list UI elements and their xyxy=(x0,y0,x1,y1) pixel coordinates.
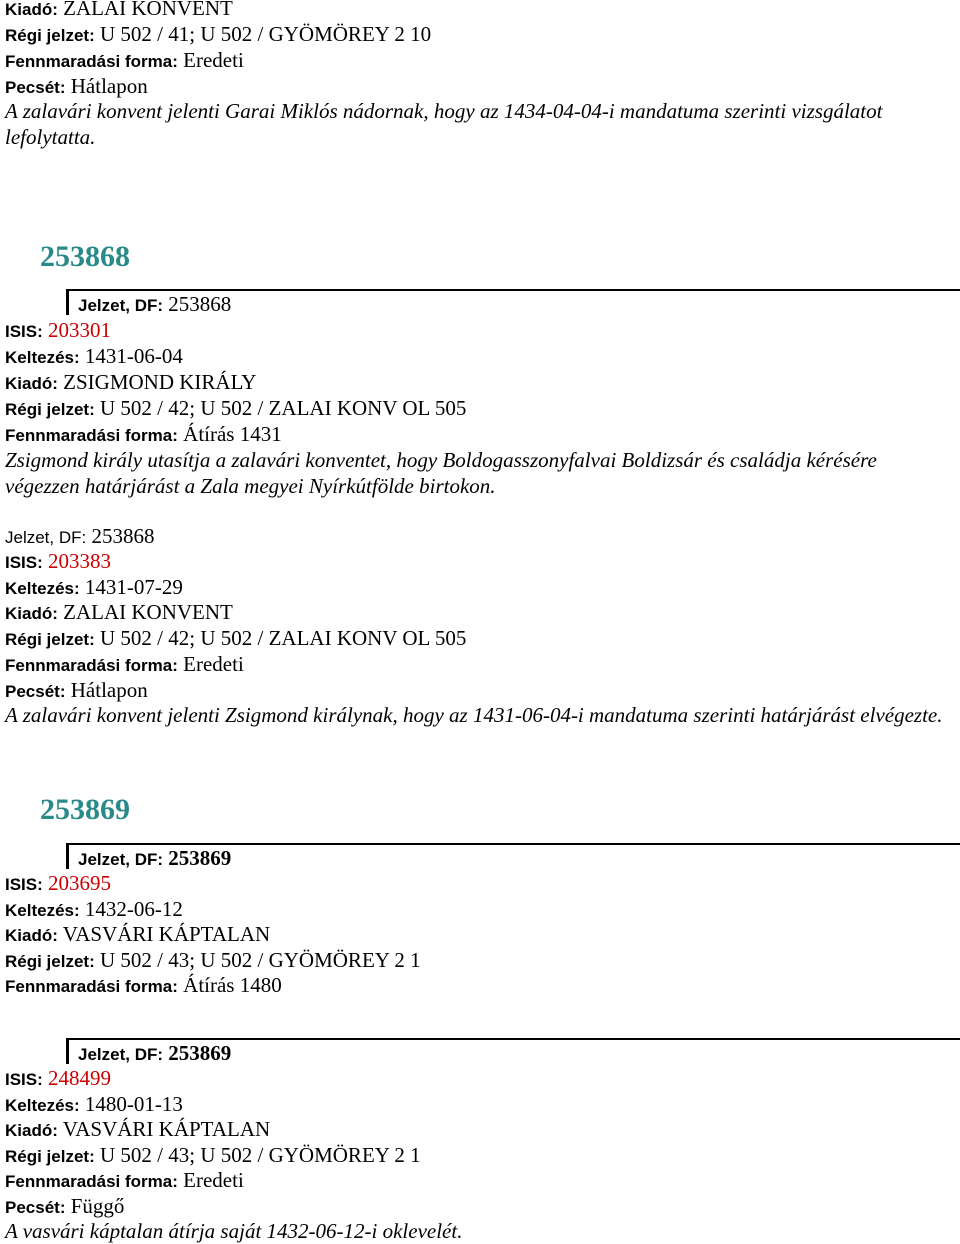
kiado-row: Kiadó: ZALAI KONVENT xyxy=(5,600,233,624)
keltezes-value: 1431-07-29 xyxy=(84,575,183,599)
keltezes-label: Keltezés xyxy=(5,901,74,920)
isis-row: ISIS: 203695 xyxy=(5,871,112,895)
isis-label: ISIS xyxy=(5,875,38,894)
jelzet-heading: Jelzet, DF: 253869 xyxy=(66,1038,960,1064)
kiado-value: VASVÁRI KÁPTALAN xyxy=(62,1117,271,1141)
regi-jelzet-value: U 502 / 43; U 502 / GYÖMÖREY 2 1 xyxy=(100,1143,421,1167)
isis-row: ISIS: 203383 xyxy=(5,549,112,573)
regi-jelzet-value: U 502 / 42; U 502 / ZALAI KONV OL 505 xyxy=(100,396,467,420)
regi-jelzet-row: Régi jelzet: U 502 / 42; U 502 / ZALAI KONV OL 505 xyxy=(5,396,467,420)
kiado-label: Kiadó xyxy=(5,1121,53,1140)
jelzet-value: 253868 xyxy=(91,524,155,548)
fennmaradasi-forma-label: Fennmaradási forma xyxy=(5,1172,173,1191)
keltezes-row: Keltezés: 1480-01-13 xyxy=(5,1092,183,1116)
regi-jelzet-row: Régi jelzet: U 502 / 42; U 502 / ZALAI KONV OL 505 xyxy=(5,626,467,650)
jelzet-row: Jelzet, DF: 253868 xyxy=(5,524,155,548)
regi-jelzet-label: Régi jelzet xyxy=(5,952,90,971)
fennmaradasi-forma-label: Fennmaradási forma xyxy=(5,977,173,996)
kiado-row: Kiadó: ZSIGMOND KIRÁLY xyxy=(5,370,257,394)
kiado-value: VASVÁRI KÁPTALAN xyxy=(62,922,271,946)
pecset-label: Pecsét xyxy=(5,1198,60,1217)
keltezes-row: Keltezés: 1431-06-04 xyxy=(5,344,183,368)
regi-jelzet-label: Régi jelzet xyxy=(5,1147,90,1166)
keltezes-label: Keltezés xyxy=(5,348,74,367)
fennmaradasi-forma-value: Átírás 1480 xyxy=(183,973,282,997)
jelzet-value: 253869 xyxy=(168,846,232,870)
regi-jelzet-value: U 502 / 43; U 502 / GYÖMÖREY 2 1 xyxy=(100,948,421,972)
pecset-row: Pecsét: Hátlapon xyxy=(5,74,148,98)
pecset-row: Pecsét: Függő xyxy=(5,1194,125,1218)
kiado-value: ZALAI KONVENT xyxy=(63,600,233,624)
record-description: A vasvári káptalan átírja saját 1432-06-12-i oklevelét. xyxy=(5,1219,463,1243)
isis-label: ISIS xyxy=(5,553,38,572)
regi-jelzet-value: U 502 / 41; U 502 / GYÖMÖREY 2 10 xyxy=(100,22,432,46)
record-description: A zalavári konvent jelenti Garai Miklós nádornak, hogy az 1434-04-04-i mandatuma szerinti vizsgálatot lefolytatta. xyxy=(5,99,883,149)
regi-jelzet-label: Régi jelzet xyxy=(5,26,90,45)
fennmaradasi-forma-row: Fennmaradási forma: Eredeti xyxy=(5,1168,244,1192)
keltezes-row: Keltezés: 1432-06-12 xyxy=(5,897,183,921)
keltezes-value: 1432-06-12 xyxy=(84,897,183,921)
record-description: Zsigmond király utasítja a zalavári konventet, hogy Boldogasszonyfalvai Boldizsár és családja kérésére végezzen határjárást a Zala megyei Nyírkútfölde birtokon. xyxy=(5,448,877,498)
kiado-value: ZALAI KONVENT xyxy=(63,0,233,20)
fennmaradasi-forma-value: Eredeti xyxy=(183,1168,244,1192)
kiado-label: Kiadó xyxy=(5,374,53,393)
fennmaradasi-forma-row: Fennmaradási forma: Eredeti xyxy=(5,652,244,676)
kiado-row: Kiadó: VASVÁRI KÁPTALAN xyxy=(5,1117,271,1141)
fennmaradasi-forma-value: Eredeti xyxy=(183,652,244,676)
record-description: A zalavári konvent jelenti Zsigmond királynak, hogy az 1431-06-04-i mandatuma szerinti határjárást elvégezte. xyxy=(5,703,943,727)
keltezes-label: Keltezés xyxy=(5,579,74,598)
fennmaradasi-forma-label: Fennmaradási forma xyxy=(5,426,173,445)
pecset-value: Hátlapon xyxy=(70,74,148,98)
kiado-row: Kiadó: VASVÁRI KÁPTALAN xyxy=(5,922,271,946)
regi-jelzet-row: Régi jelzet: U 502 / 43; U 502 / GYÖMÖREY 2 1 xyxy=(5,948,421,972)
jelzet-value: 253869 xyxy=(168,1041,232,1065)
regi-jelzet-row: Régi jelzet: U 502 / 43; U 502 / GYÖMÖREY 2 1 xyxy=(5,1143,421,1167)
isis-label: ISIS xyxy=(5,1070,38,1089)
isis-row: ISIS: 248499 xyxy=(5,1066,112,1090)
jelzet-heading: Jelzet, DF: 253868 xyxy=(66,289,960,315)
keltezes-label: Keltezés xyxy=(5,1096,74,1115)
pecset-label: Pecsét xyxy=(5,682,60,701)
isis-label: ISIS xyxy=(5,322,38,341)
fennmaradasi-forma-value: Eredeti xyxy=(183,48,244,72)
regi-jelzet-row: Régi jelzet: U 502 / 41; U 502 / GYÖMÖREY 2 10 xyxy=(5,22,432,46)
jelzet-label: Jelzet, DF xyxy=(5,528,82,547)
fennmaradasi-forma-label: Fennmaradási forma xyxy=(5,656,173,675)
isis-value: 203301 xyxy=(48,318,112,342)
jelzet-label: Jelzet, DF xyxy=(78,296,158,315)
fennmaradasi-forma-value: Átírás 1431 xyxy=(183,422,282,446)
pecset-value: Függő xyxy=(70,1194,125,1218)
kiado-label: Kiadó xyxy=(5,604,53,623)
jelzet-label: Jelzet, DF xyxy=(78,1045,158,1064)
keltezes-row: Keltezés: 1431-07-29 xyxy=(5,575,183,599)
kiado-label: Kiadó xyxy=(5,926,53,945)
isis-value: 248499 xyxy=(48,1066,112,1090)
pecset-value: Hátlapon xyxy=(70,678,148,702)
fennmaradasi-forma-row: Fennmaradási forma: Átírás 1480 xyxy=(5,973,282,997)
kiado-row: Kiadó: ZALAI KONVENT xyxy=(5,0,233,23)
kiado-value: ZSIGMOND KIRÁLY xyxy=(63,370,257,394)
kiado-label: Kiadó xyxy=(5,0,53,19)
section-id: 253868 xyxy=(40,240,130,273)
jelzet-heading: Jelzet, DF: 253869 xyxy=(66,843,960,869)
fennmaradasi-forma-label: Fennmaradási forma xyxy=(5,52,173,71)
isis-row: ISIS: 203301 xyxy=(5,318,112,342)
keltezes-value: 1480-01-13 xyxy=(84,1092,183,1116)
jelzet-label: Jelzet, DF xyxy=(78,850,158,869)
pecset-label: Pecsét xyxy=(5,78,60,97)
regi-jelzet-value: U 502 / 42; U 502 / ZALAI KONV OL 505 xyxy=(100,626,467,650)
regi-jelzet-label: Régi jelzet xyxy=(5,400,90,419)
jelzet-value: 253868 xyxy=(168,292,232,316)
fennmaradasi-forma-row: Fennmaradási forma: Átírás 1431 xyxy=(5,422,282,446)
regi-jelzet-label: Régi jelzet xyxy=(5,630,90,649)
isis-value: 203383 xyxy=(48,549,112,573)
pecset-row: Pecsét: Hátlapon xyxy=(5,678,148,702)
section-id: 253869 xyxy=(40,793,130,826)
keltezes-value: 1431-06-04 xyxy=(84,344,183,368)
fennmaradasi-forma-row: Fennmaradási forma: Eredeti xyxy=(5,48,244,72)
isis-value: 203695 xyxy=(48,871,112,895)
